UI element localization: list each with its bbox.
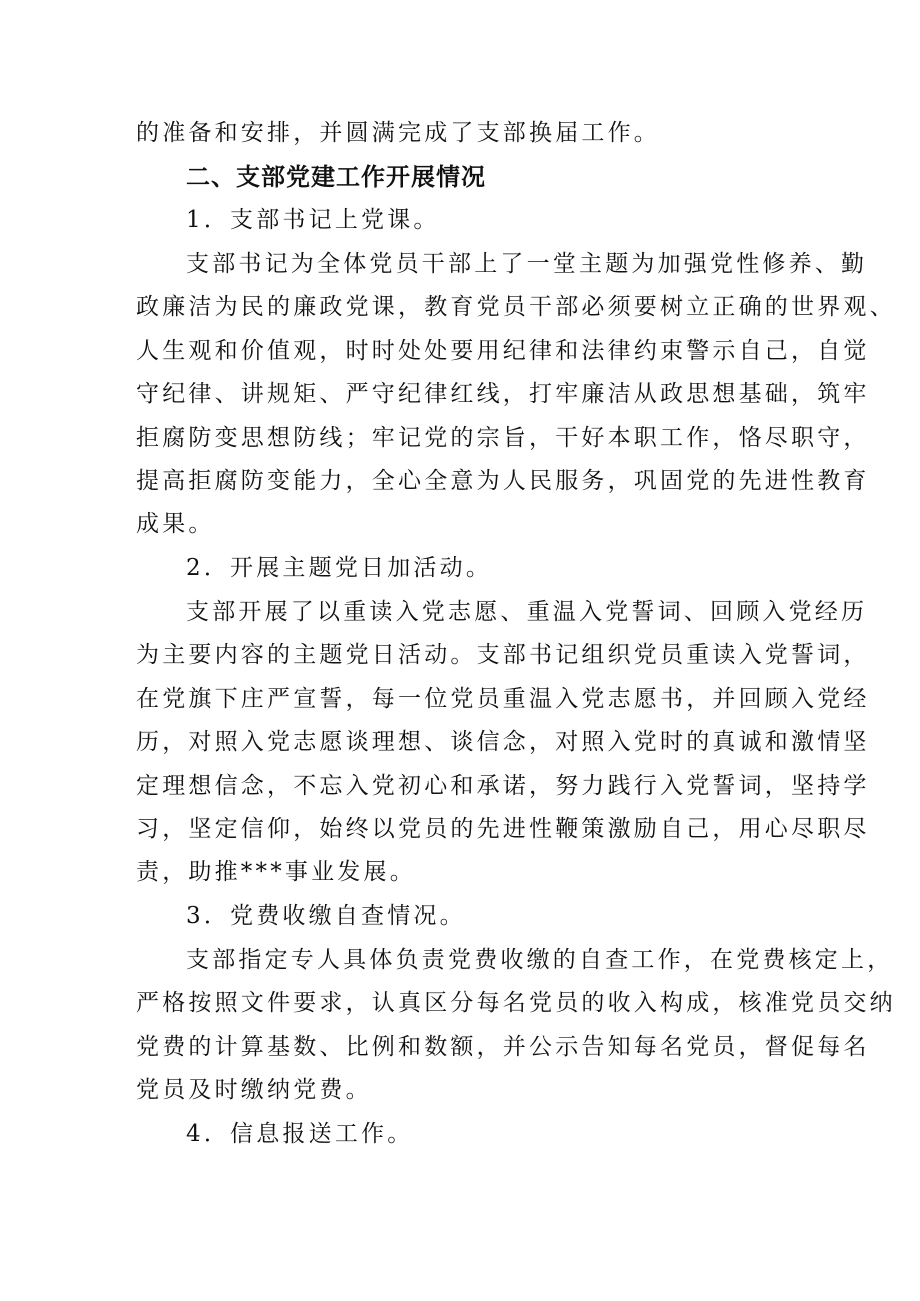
paragraph-line: 严格按照文件要求，认真区分每名党员的收入构成，核准党员交纳 [136,990,896,1016]
paragraph-line: 在党旗下庄严宣誓，每一位党员重温入党志愿书，并回顾入党经 [136,686,870,712]
paragraph-line: 支部书记为全体党员干部上了一堂主题为加强党性修养、勤 [186,251,868,277]
paragraph-line: 党费的计算基数、比例和数额，并公示告知每名党员，督促每名 [136,1034,870,1060]
paragraph-line: 提高拒腐防变能力，全心全意为人民服务，巩固党的先进性教育 [136,468,870,494]
subsection-heading: 2．开展主题党日加活动。 [186,555,493,581]
paragraph-line: 支部开展了以重读入党志愿、重温入党誓词、回顾入党经历 [186,599,868,625]
subsection-heading: 4．信息报送工作。 [186,1121,414,1147]
paragraph-line: 历，对照入党志愿谈理想、谈信念，对照入党时的真诚和激情坚 [136,729,870,755]
paragraph-line: 人生观和价值观，时时处处要用纪律和法律约束警示自己，自觉 [136,338,870,364]
paragraph-line: 为主要内容的主题党日活动。支部书记组织党员重读入党誓词， [136,642,870,668]
paragraph-line: 党员及时缴纳党费。 [136,1077,372,1103]
paragraph-line: 的准备和安排，并圆满完成了支部换届工作。 [136,120,660,146]
subsection-heading: 1．支部书记上党课。 [186,207,440,233]
subsection-heading: 3．党费收缴自查情况。 [186,903,466,929]
paragraph-line: 成果。 [136,511,215,537]
paragraph-line: 政廉洁为民的廉政党课，教育党员干部必须要树立正确的世界观、 [136,294,896,320]
paragraph-line: 支部指定专人具体负责党费收缴的自查工作，在党费核定上， [186,947,894,973]
paragraph-line: 习，坚定信仰，始终以党员的先进性鞭策激励自己，用心尽职尽 [136,816,870,842]
section-heading: 二、支部党建工作开展情况 [186,163,486,191]
paragraph-line: 守纪律、讲规矩、严守纪律红线，打牢廉洁从政思想基础，筑牢 [136,381,870,407]
paragraph-line: 定理想信念，不忘入党初心和承诺，努力践行入党誓词，坚持学 [136,773,870,799]
paragraph-line: 责，助推***事业发展。 [136,859,416,885]
paragraph-line: 拒腐防变思想防线；牢记党的宗旨，干好本职工作，恪尽职守， [136,425,870,451]
